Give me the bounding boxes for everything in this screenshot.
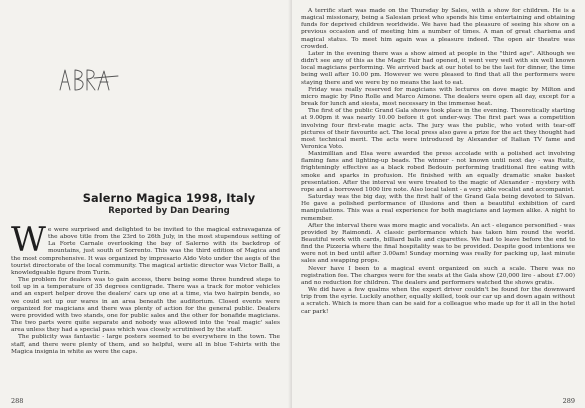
right-column — [301, 8, 575, 316]
paragraph: After the interval there was more magic and vocalists. An act - elegance personified - was provided by Raimondi. A classic performance which has taken him round the world. Beautiful work with cards, billiard balls and cigarettes. We had to leave before the end to find the Pizzeria where the final hospitality was to be provided. Despite good intentions we were not in bed until after 3.00am! Sunday morning was really for packing up, last minute sales and swapping props. — [301, 222, 575, 265]
page-number-right: 289 — [562, 397, 575, 405]
page-number-left: 288 — [11, 397, 24, 405]
paragraph: A terrific start was made on the Thursday by Sales, with a show for children. He is a magical missionary, being a Salesian priest who spends his time entertaining and obtaining funds for deprived children worldwide. We have had the pleasure of seeing his show on a previous occasion and of meeting him a number of times. A man of great charisma and magical status. To meet him again was a pleasure indeed. The open air theatre was crowded. — [301, 8, 575, 50]
paragraph — [11, 220, 280, 277]
paragraph: Never have I been to a magical event organized on such a scale. There was no registration fee. The charges were for the seats at the Gala show (20,000 lire - about £7.00) and no reduction for children. The dealers and performers watched the shows gratis. — [301, 265, 575, 286]
article-byline: Reported by Dan Dearing — [108, 206, 230, 216]
handwritten-signature — [56, 60, 120, 96]
paragraph-text: e were surprised and delighted to be invited to the magical extravaganza of the above title from the 23rd to 26th July, in the most stupendous setting of La Forte Carnale overlooking the bay of Salerno with its backdrop of mountains, just south of Sorrento. This was the third edition of Magica and the most comprehensive. It was organized by impresario Aldo Voto under the aegis of the tourist directorate of the local community. The magical artistic director was Victor Balli, a knowledgeable figure from Turin. — [11, 227, 280, 276]
drop-cap: W — [11, 220, 46, 260]
paragraph: Saturday was the big day, with the first half of the Grand Gala being devoted to Silvan. He gave a polished performance of illusions and then a beautiful exhibition of card manipulations. This was a real experience for both magicians and laymen alike. A night to remember. — [301, 194, 575, 222]
paragraph: The publicity was fantastic - large posters seemed to be everywhere in the town. The staff, and there were plenty of them, and so helpful, were all in blue T-shirts with the Magica insignia in white as were the caps. — [11, 334, 280, 355]
left-page — [0, 0, 292, 408]
paragraph: Maximillian and Elsa were awarded the press accolade with a polished act involving flaming fans and lighting-up beads. The winner - not known until next day - was Ruitz, frighteningly effective as a black robed Bedouin performing traditional fire eating with smoke and sparks in profusion. He finished with an equally dramatic snake basket presentation. After the interval we were treated to the magic of Alexander - mystery with rope and a borrowed 1000 lire note. Also local talent - a very able vocalist and accompanist. — [301, 151, 575, 193]
article-heading — [74, 192, 264, 216]
paragraph: The problem for dealers was to gain access, there being some three hundred steps to toil up in a temperature of 35 degrees centigrade. There was a track for motor vehicles and an expert helper drove the dealers' cars up one at a time, via two hairpin bends, so we could set up our wares in an area beneath the auditorium. Closed events were organized for magicians and there was plenty of action for the general public. Dealers were provided with two stands, one for public sales and the other for bonafide magicians. The two parts were quite separate and nobody was allowed into the 'real magic' sales area unless they had a special pass which was closely scrutinised by the staff. — [11, 277, 280, 334]
left-column — [11, 220, 280, 356]
article-title: Salerno Magica 1998, Italy — [82, 192, 256, 205]
paragraph: Friday was really reserved for magicians with lectures on dove magic by Milton and micro magic by Pino Rolle and Marco Aimone. The dealers were open all day, except for a break for lunch and siesta, most necessary in the immense heat. — [301, 86, 575, 108]
paragraph: The first of the public Grand Gala shows took place in the evening. Theoretically starting at 9.00pm it was nearly 10.00 before it got under-way. The first part was a competition involving four first-rate magic acts. The jury was the public, who voted with tear-off pictures of their favourite act. The local press also gave a prize for the act they thought had most technical merit. The acts were introduced by Alexander of Italian TV fame and Veronica Voto. — [301, 108, 575, 150]
right-page — [292, 0, 585, 408]
paragraph: Later in the evening there was a show aimed at people in the "third age". Although we didn't see any of this as the Magic Fair had opened, it went very well with six well known local magicians performing. We arrived back at our hotel to be the last for dinner, the time being well after 10.00 pm. However we were pleased to find that all the performers were staying there and we were by no means the last to eat. — [301, 50, 575, 86]
paragraph: We did have a few qualms when the expert driver couldn't be found for the downward trip from the eyrie. Luckily another, equally skilled, took our car up and down again without a scratch. Which is more than can be said for a colleague who made up for it all in the hotel car park! — [301, 287, 575, 315]
